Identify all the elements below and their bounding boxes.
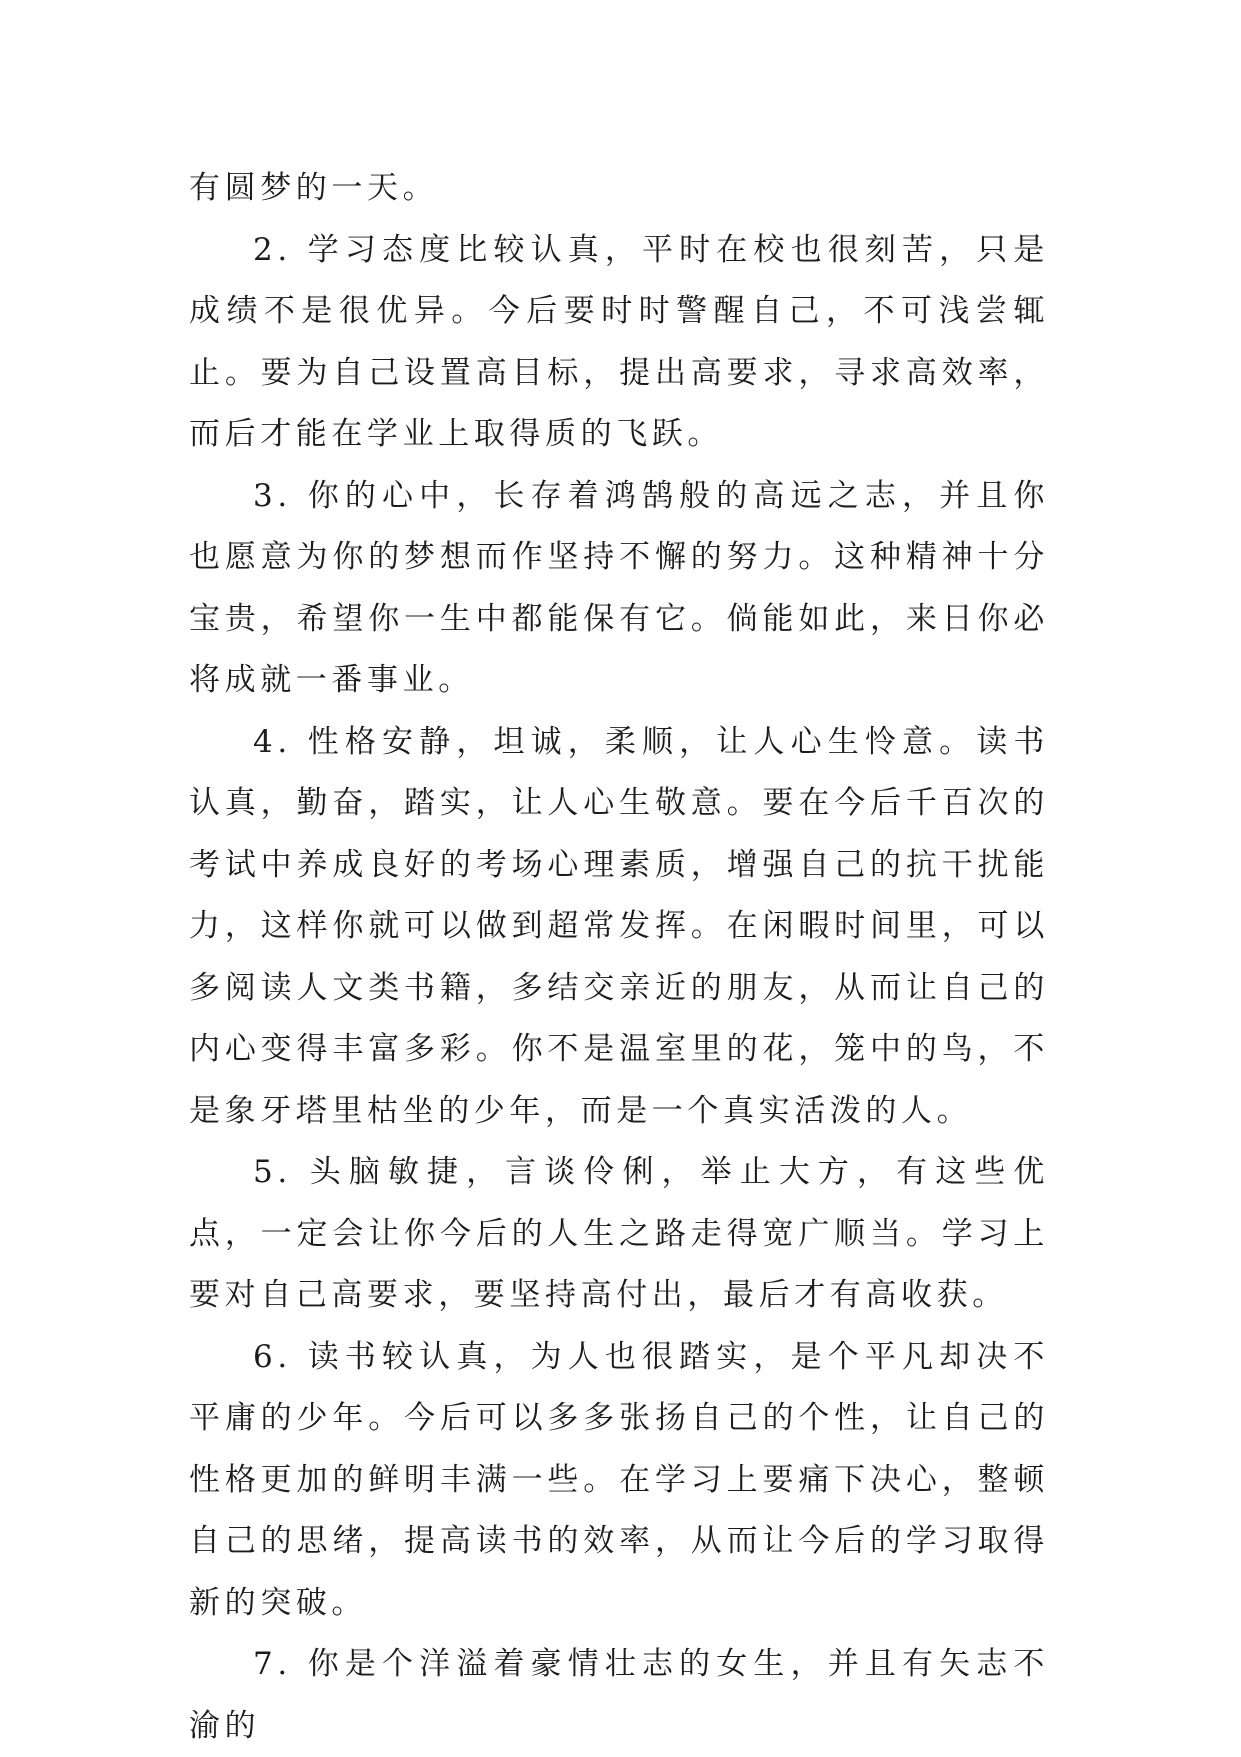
comment-item-4: 4. 性格安静，坦诚，柔顺，让人心生怜意。读书认真，勤奋，踏实，让人心生敬意。要在今后千百次的考试中养成良好的考场心理素质，增强自己的抗干扰能力，这样你就可以做到超常发挥。在闲暇时间里，可以多阅读人文类书籍，多结交亲近的朋友，从而让自己的内心变得丰富多彩。你不是温室里的花，笼中的鸟，不是象牙塔里枯坐的少年，而是一个真实活泼的人。	[189, 723, 1049, 1129]
paragraph-continuation: 有圆梦的一天。	[189, 170, 439, 206]
comment-text-block	[189, 158, 1049, 1757]
comment-item-6: 6. 读书较认真，为人也很踏实，是个平凡却决不平庸的少年。今后可以多多张扬自己的个性，让自己的性格更加的鲜明丰满一些。在学习上要痛下决心，整顿自己的思绪，提高读书的效率，从而让今后的学习取得新的突破。	[189, 1338, 1049, 1621]
comment-item-5: 5. 头脑敏捷，言谈伶俐，举止大方，有这些优点，一定会让你今后的人生之路走得宽广顺当。学习上要对自己高要求，要坚持高付出，最后才有高收获。	[189, 1154, 1049, 1313]
comment-item-2: 2. 学习态度比较认真，平时在校也很刻苦，只是成绩不是很优异。今后要时时警醒自己，不可浅尝辄止。要为自己设置高目标，提出高要求，寻求高效率，而后才能在学业上取得质的飞跃。	[189, 231, 1049, 452]
comment-item-3: 3. 你的心中，长存着鸿鹄般的高远之志，并且你也愿意为你的梦想而作坚持不懈的努力。这种精神十分宝贵，希望你一生中都能保有它。倘能如此，来日你必将成就一番事业。	[189, 477, 1049, 698]
comment-item-7: 7. 你是个洋溢着豪情壮志的女生，并且有矢志不渝的	[189, 1646, 1049, 1744]
